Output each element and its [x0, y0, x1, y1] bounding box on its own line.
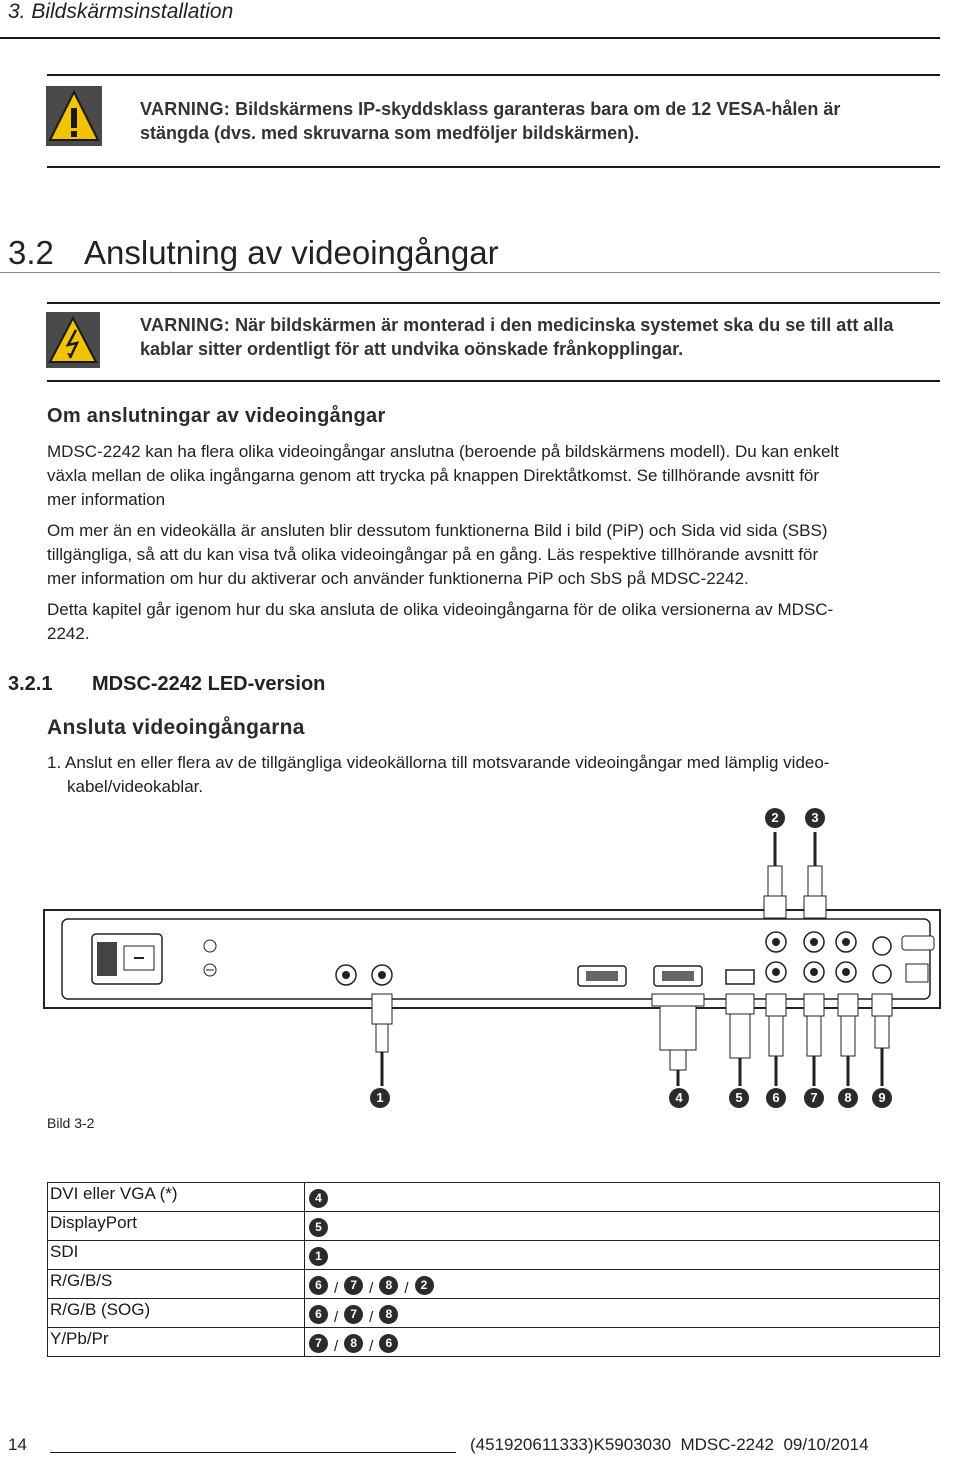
ref-separator: /	[334, 1338, 339, 1355]
table-cell-signal: SDI	[48, 1241, 305, 1270]
table-cell-refs	[305, 1270, 940, 1299]
ref-badge: 8	[344, 1334, 363, 1353]
step-line2: kabel/videokablar.	[67, 777, 204, 796]
connection-table	[47, 1182, 940, 1357]
ref-separator: /	[334, 1280, 339, 1297]
chapter-header: 3. Bildskärmsinstallation	[8, 0, 234, 23]
warning2-text-line2: kablar sitter ordentligt för att undvika oönskade frånkopplingar.	[140, 339, 684, 359]
table-row	[48, 1299, 940, 1328]
callout-6: 6	[766, 1088, 786, 1108]
footer-rule	[50, 1452, 456, 1453]
power-inlet	[92, 934, 162, 984]
subsection-title: MDSC-2242 LED-version	[92, 673, 326, 695]
top-cables	[764, 832, 826, 918]
about-p2-line: tillgängliga, så att du kan visa två olika videoingångar på en gång. Läs respektive tillhörande avsnitt för	[47, 545, 819, 564]
step-number: 1.	[47, 753, 62, 772]
callout-7: 7	[804, 1088, 824, 1108]
ref-badge: 6	[309, 1276, 328, 1295]
procedure-heading: Ansluta videoingångarna	[47, 716, 305, 739]
ref-separator: /	[369, 1280, 374, 1297]
table-cell-refs	[305, 1241, 940, 1270]
about-p1-line: växla mellan de olika ingångarna genom att trycka på knappen Direktåtkomst. Se tillhörande avsnitt för	[47, 466, 820, 485]
ref-separator: /	[334, 1309, 339, 1326]
warning2-lead: VARNING:	[140, 315, 231, 335]
ref-badge: 2	[415, 1276, 434, 1295]
table-cell-signal: R/G/B (SOG)	[48, 1299, 305, 1328]
panel-body	[44, 910, 940, 1008]
table-row	[48, 1241, 940, 1270]
ref-separator: /	[369, 1338, 374, 1355]
about-p3-line: Detta kapitel går igenom hur du ska ansluta de olika videoingångarna för de olika versionerna av MDSC-	[47, 600, 834, 619]
callout-1: 1	[370, 1088, 390, 1108]
callout-9: 9	[872, 1088, 892, 1108]
page-number: 14	[8, 1435, 27, 1454]
subsection-number: 3.2.1	[8, 673, 53, 695]
warning1-text-line2: stängda (dvs. med skruvarna som medföljer bildskärmen).	[140, 123, 640, 143]
ref-badge: 4	[309, 1189, 328, 1208]
ref-badge: 6	[309, 1305, 328, 1324]
table-cell-refs	[305, 1212, 940, 1241]
ref-badge: 5	[309, 1218, 328, 1237]
footer-doc-info: (451920611333)K5903030 MDSC-2242 09/10/2014	[470, 1435, 869, 1454]
about-p2-line: Om mer än en videokälla är ansluten blir dessutom funktionerna Bild i bild (PiP) och Sida vid sida (SBS)	[47, 521, 828, 540]
ref-badge: 8	[379, 1276, 398, 1295]
ref-badge: 7	[344, 1305, 363, 1324]
warning1-text-line1: Bildskärmens IP-skyddsklass garanteras bara om de 12 VESA-hålen är	[235, 99, 841, 119]
about-p1-line: MDSC-2242 kan ha flera olika videoingångar anslutna (beroende på bildskärmens modell). Du kan enkelt	[47, 442, 839, 461]
table-row	[48, 1328, 940, 1357]
table-row	[48, 1270, 940, 1299]
table-cell-signal: DisplayPort	[48, 1212, 305, 1241]
about-p2-line: mer information om hur du aktiverar och använder funktionerna PiP och SbS på MDSC-2242.	[47, 569, 749, 588]
ref-badge: 7	[344, 1276, 363, 1295]
table-cell-signal: R/G/B/S	[48, 1270, 305, 1299]
table-cell-signal: Y/Pb/Pr	[48, 1328, 305, 1357]
table-cell-refs	[305, 1183, 940, 1212]
ref-badge: 8	[379, 1305, 398, 1324]
callout-3: 3	[805, 808, 825, 828]
ref-separator: /	[404, 1280, 409, 1297]
table-row	[48, 1212, 940, 1241]
ref-separator: /	[369, 1309, 374, 1326]
section-number: 3.2	[8, 234, 54, 271]
section-title: Anslutning av videoingångar	[84, 234, 499, 271]
step-line1: Anslut en eller flera av de tillgängliga videokällorna till motsvarande videoingångar med lämplig video-	[64, 753, 830, 772]
about-heading: Om anslutningar av videoingångar	[47, 405, 386, 427]
ref-badge: 7	[309, 1334, 328, 1353]
callout-4: 4	[669, 1088, 689, 1108]
warning1-lead: VARNING:	[140, 99, 231, 119]
table-cell-signal: DVI eller VGA (*)	[48, 1183, 305, 1212]
table-cell-refs	[305, 1299, 940, 1328]
callout-8: 8	[838, 1088, 858, 1108]
figure-caption: Bild 3-2	[47, 1115, 95, 1131]
about-p1-line: mer information	[47, 490, 166, 509]
displayport-connector	[726, 970, 754, 984]
table-cell-refs	[305, 1328, 940, 1357]
about-p3-line: 2242.	[47, 624, 90, 643]
ref-badge: 1	[309, 1247, 328, 1266]
callout-5: 5	[729, 1088, 749, 1108]
warning2-text-line1: När bildskärmen är monterad i den medicinska systemet ska du se till att alla	[235, 315, 894, 335]
callout-2: 2	[765, 808, 785, 828]
table-row	[48, 1183, 940, 1212]
ref-badge: 6	[379, 1334, 398, 1353]
